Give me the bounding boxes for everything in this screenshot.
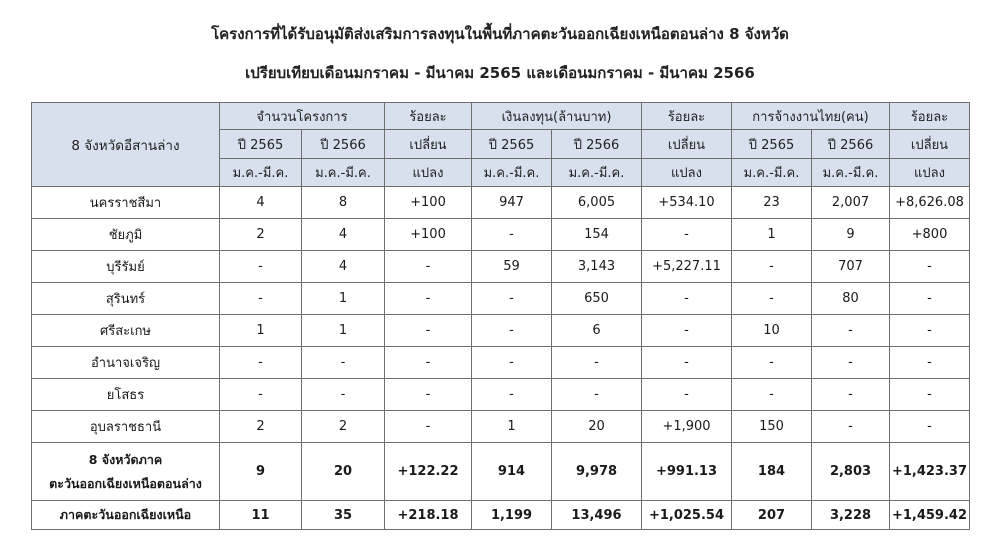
projects-pct: -	[385, 411, 472, 443]
projects-2566: 35	[302, 501, 385, 530]
projects-2566: 2	[302, 411, 385, 443]
investment-2566: 9,978	[552, 443, 642, 501]
projects-2565: -	[220, 283, 302, 315]
projects-2566: 1	[302, 283, 385, 315]
projects-2566: 4	[302, 219, 385, 251]
projects-2566: 1	[302, 315, 385, 347]
employment-2565: 1	[732, 219, 812, 251]
table-row	[32, 315, 970, 347]
projects-2565-header: ปี 2565	[220, 130, 302, 159]
investment-pct: -	[642, 219, 732, 251]
employment-pct-header-line2: เปลี่ยน	[890, 130, 970, 159]
summary-row-lower-northeast	[32, 443, 970, 501]
employment-2565: 10	[732, 315, 812, 347]
projects-pct-header-line3: แปลง	[385, 159, 472, 187]
investment-2566: 650	[552, 283, 642, 315]
employment-pct: +1,423.37	[890, 443, 970, 501]
projects-pct: -	[385, 315, 472, 347]
investment-pct: -	[642, 283, 732, 315]
employment-2565: 23	[732, 187, 812, 219]
projects-2565: 11	[220, 501, 302, 530]
investment-2565: 59	[472, 251, 552, 283]
projects-pct-header-line2: เปลี่ยน	[385, 130, 472, 159]
province-name: ชัยภูมิ	[32, 219, 220, 251]
employment-pct-header-line1: ร้อยละ	[890, 103, 970, 130]
province-name: ยโสธร	[32, 379, 220, 411]
projects-pct: -	[385, 283, 472, 315]
investment-2566: 6,005	[552, 187, 642, 219]
projects-pct: +100	[385, 219, 472, 251]
projects-pct: +122.22	[385, 443, 472, 501]
table-row	[32, 251, 970, 283]
projects-2565: 1	[220, 315, 302, 347]
employment-2565: 150	[732, 411, 812, 443]
investment-2566: 6	[552, 315, 642, 347]
table-row	[32, 283, 970, 315]
projects-pct: -	[385, 251, 472, 283]
employment-column-header: การจ้างงานไทย(คน)	[732, 103, 890, 130]
employment-2566-period: ม.ค.-มี.ค.	[812, 159, 890, 187]
employment-pct: +1,459.42	[890, 501, 970, 530]
projects-2566: 20	[302, 443, 385, 501]
investment-pct: -	[642, 315, 732, 347]
employment-2566: -	[812, 379, 890, 411]
projects-2566: -	[302, 347, 385, 379]
investment-pct: +5,227.11	[642, 251, 732, 283]
projects-2565: 4	[220, 187, 302, 219]
projects-2566-period: ม.ค.-มี.ค.	[302, 159, 385, 187]
investment-pct: +1,025.54	[642, 501, 732, 530]
projects-2565: -	[220, 347, 302, 379]
projects-pct: +218.18	[385, 501, 472, 530]
investment-2566: 13,496	[552, 501, 642, 530]
employment-2565: -	[732, 347, 812, 379]
province-name: นครราชสีมา	[32, 187, 220, 219]
employment-pct: -	[890, 283, 970, 315]
employment-pct: +800	[890, 219, 970, 251]
employment-pct: -	[890, 251, 970, 283]
employment-2565-period: ม.ค.-มี.ค.	[732, 159, 812, 187]
table-body	[32, 187, 970, 530]
projects-2565: 9	[220, 443, 302, 501]
investment-pct-header-line3: แปลง	[642, 159, 732, 187]
employment-pct: -	[890, 347, 970, 379]
employment-2566: -	[812, 315, 890, 347]
province-column-header: 8 จังหวัดอีสานล่าง	[32, 103, 220, 187]
employment-2566: 2,803	[812, 443, 890, 501]
investment-2566-header: ปี 2566	[552, 130, 642, 159]
investment-2565: 1	[472, 411, 552, 443]
summary-name: ภาคตะวันออกเฉียงเหนือ	[32, 501, 220, 530]
employment-2566: -	[812, 411, 890, 443]
province-name: อำนาจเจริญ	[32, 347, 220, 379]
employment-pct: -	[890, 411, 970, 443]
summary-name-line1: 8 จังหวัดภาค	[88, 451, 163, 467]
projects-2565: -	[220, 379, 302, 411]
investment-2566-period: ม.ค.-มี.ค.	[552, 159, 642, 187]
summary-name	[32, 443, 220, 501]
province-name: อุบลราชธานี	[32, 411, 220, 443]
investment-pct-header-line1: ร้อยละ	[642, 103, 732, 130]
table-row	[32, 379, 970, 411]
investment-table	[31, 102, 970, 530]
projects-2565: 2	[220, 411, 302, 443]
employment-2566: 9	[812, 219, 890, 251]
investment-2566: -	[552, 379, 642, 411]
table-row	[32, 411, 970, 443]
table-title-line2: เปรียบเทียบเดือนมกราคม - มีนาคม 2565 และเดือนมกราคม - มีนาคม 2566	[245, 64, 755, 82]
employment-2566: 707	[812, 251, 890, 283]
employment-2566-header: ปี 2566	[812, 130, 890, 159]
employment-pct: +8,626.08	[890, 187, 970, 219]
projects-pct: -	[385, 379, 472, 411]
projects-pct: +100	[385, 187, 472, 219]
employment-2566: -	[812, 347, 890, 379]
employment-2566: 80	[812, 283, 890, 315]
investment-2566: -	[552, 347, 642, 379]
projects-pct: -	[385, 347, 472, 379]
table-title-line1: โครงการที่ได้รับอนุมัติส่งเสริมการลงทุนในพื้นที่ภาคตะวันออกเฉียงเหนือตอนล่าง 8 จังหวัด	[211, 25, 789, 43]
investment-2566: 20	[552, 411, 642, 443]
projects-2565: -	[220, 251, 302, 283]
employment-2565: -	[732, 283, 812, 315]
projects-2565: 2	[220, 219, 302, 251]
investment-2565: -	[472, 347, 552, 379]
investment-2565-period: ม.ค.-มี.ค.	[472, 159, 552, 187]
employment-2566: 2,007	[812, 187, 890, 219]
projects-2566: -	[302, 379, 385, 411]
investment-2565: 947	[472, 187, 552, 219]
investment-2565: 914	[472, 443, 552, 501]
employment-pct: -	[890, 315, 970, 347]
table-row	[32, 187, 970, 219]
investment-2566: 3,143	[552, 251, 642, 283]
investment-pct: +534.10	[642, 187, 732, 219]
projects-2565-period: ม.ค.-มี.ค.	[220, 159, 302, 187]
employment-2566: 3,228	[812, 501, 890, 530]
summary-row-northeast	[32, 501, 970, 530]
table-row	[32, 219, 970, 251]
investment-pct: +991.13	[642, 443, 732, 501]
projects-column-header: จำนวนโครงการ	[220, 103, 385, 130]
investment-2565: -	[472, 379, 552, 411]
employment-2565: 207	[732, 501, 812, 530]
investment-2565-header: ปี 2565	[472, 130, 552, 159]
investment-pct: -	[642, 347, 732, 379]
province-name: ศรีสะเกษ	[32, 315, 220, 347]
table-header	[32, 103, 970, 187]
investment-pct: +1,900	[642, 411, 732, 443]
projects-2566: 8	[302, 187, 385, 219]
employment-2565: 184	[732, 443, 812, 501]
projects-2566-header: ปี 2566	[302, 130, 385, 159]
table-row	[32, 347, 970, 379]
investment-2565: 1,199	[472, 501, 552, 530]
investment-pct: -	[642, 379, 732, 411]
investment-column-header: เงินลงทุน(ล้านบาท)	[472, 103, 642, 130]
employment-pct: -	[890, 379, 970, 411]
summary-name-line2: ตะวันออกเฉียงเหนือตอนล่าง	[49, 475, 202, 491]
investment-2566: 154	[552, 219, 642, 251]
projects-pct-header-line1: ร้อยละ	[385, 103, 472, 130]
province-name: สุรินทร์	[32, 283, 220, 315]
employment-2565: -	[732, 251, 812, 283]
province-name: บุรีรัมย์	[32, 251, 220, 283]
employment-2565-header: ปี 2565	[732, 130, 812, 159]
employment-pct-header-line3: แปลง	[890, 159, 970, 187]
investment-pct-header-line2: เปลี่ยน	[642, 130, 732, 159]
projects-2566: 4	[302, 251, 385, 283]
investment-2565: -	[472, 219, 552, 251]
investment-2565: -	[472, 283, 552, 315]
investment-2565: -	[472, 315, 552, 347]
employment-2565: -	[732, 379, 812, 411]
